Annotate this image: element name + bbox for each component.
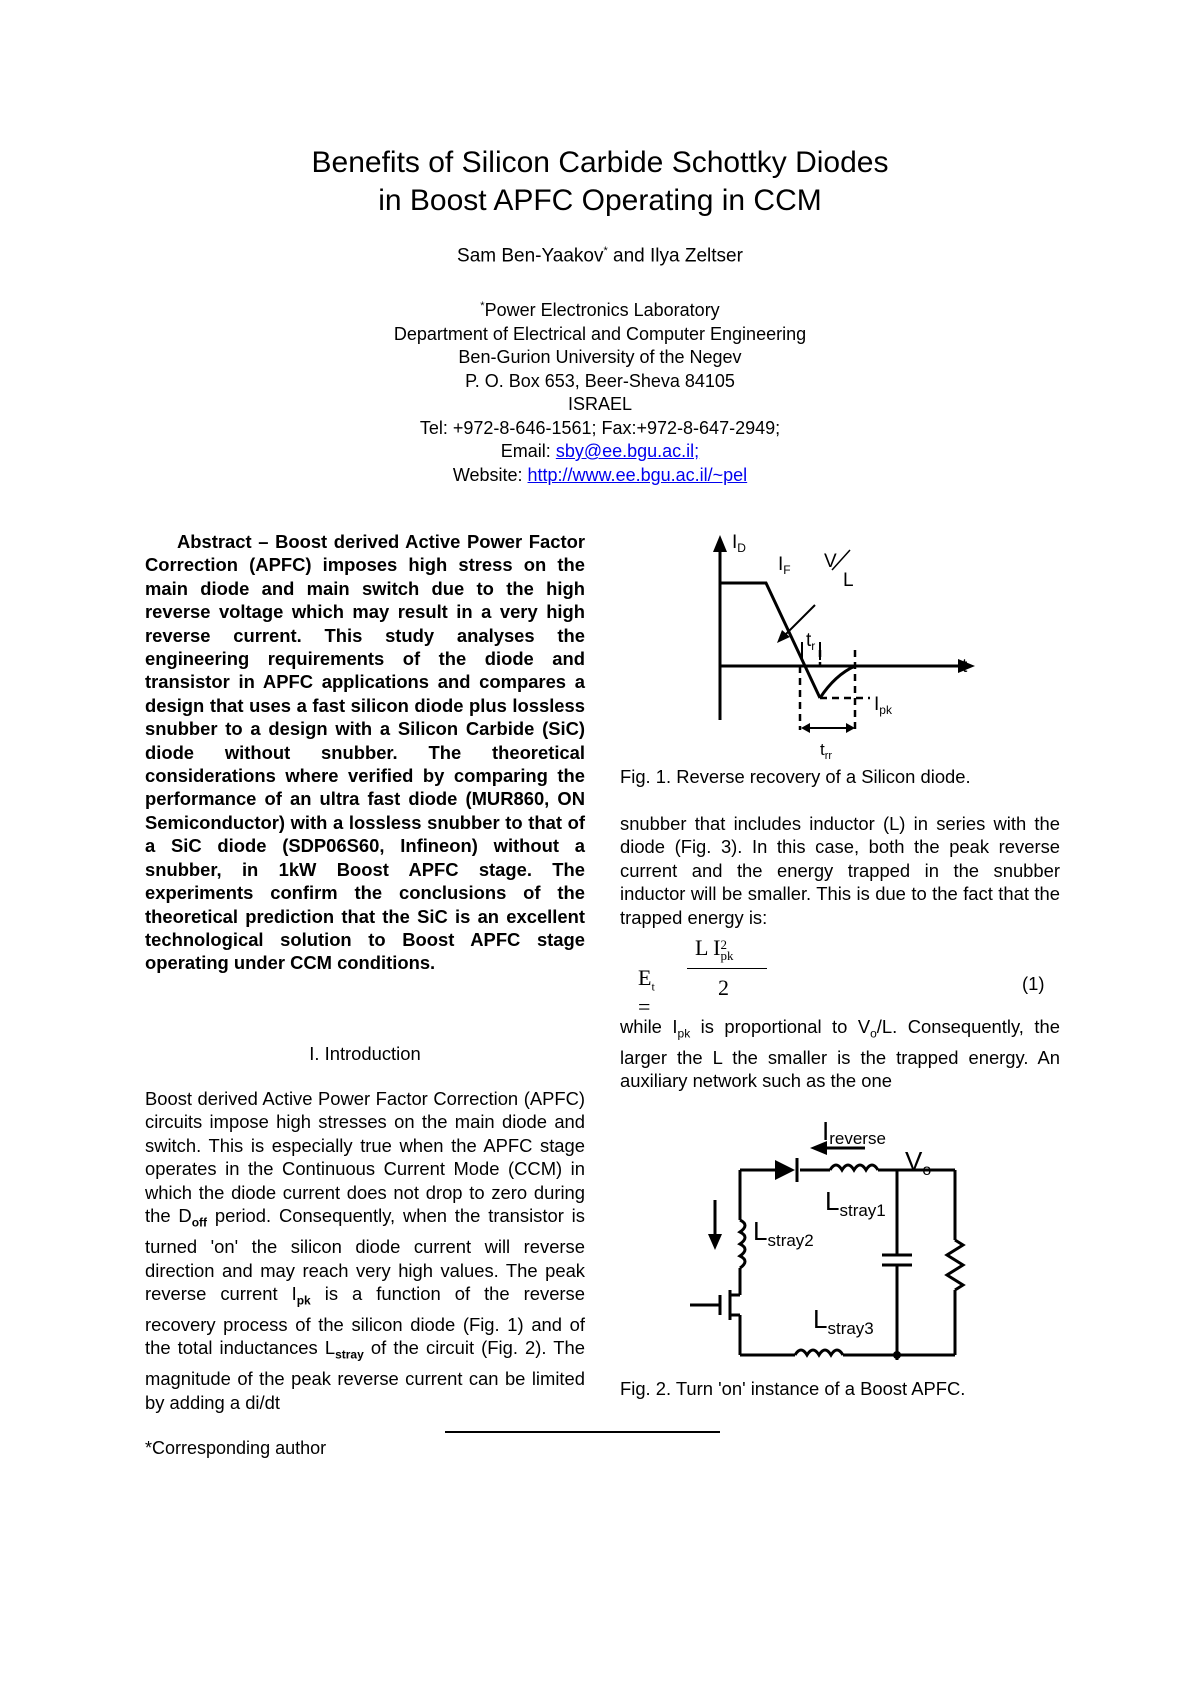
fig2-label-lstray1: $L_{stray1}$	[825, 1186, 886, 1220]
affiliation-department: Department of Electrical and Computer Engineering	[393, 323, 807, 344]
equation-denominator: 2	[718, 975, 729, 1000]
ipk-symbol-right: $I_{pk}$	[672, 1016, 691, 1041]
email-label: Email:	[500, 441, 551, 461]
affiliation-lab: Power Electronics Laboratory	[484, 300, 720, 320]
paper-title	[0, 144, 1200, 220]
fig1-label-ipk: $I_{pk}$	[874, 694, 892, 717]
fig2-label-lstray3: $L_{stray3}$	[813, 1304, 874, 1338]
vo-symbol: $V_o$	[857, 1016, 877, 1041]
fig1-reverse-recovery-diagram	[700, 530, 1000, 765]
author-2: and Ilya Zeltser	[613, 245, 743, 267]
footnote-rule	[445, 1431, 720, 1433]
equation-fraction-bar	[687, 968, 767, 969]
intro-text-4: of the circuit (Fig. 2). The magnitude of the peak reverse current can be limited by adding a di/dt	[145, 1337, 585, 1413]
footnote: *Corresponding author	[145, 1438, 327, 1458]
author-1: Sam Ben-Yaakov	[457, 245, 604, 267]
intro-text-2: period. Consequently, when the transistor is turned 'on' the silicon diode current will reverse direction and may reach very high values. The peak reverse current	[145, 1205, 585, 1304]
ipk-symbol: $I_{pk}$	[291, 1282, 311, 1308]
doff-symbol: $D_{off}$	[178, 1205, 208, 1230]
fig1-label-id: $I_D$	[732, 532, 746, 555]
fig1-caption: Fig. 1. Reverse recovery of a Silicon diode.	[620, 766, 971, 787]
fig1-current-curve	[720, 583, 820, 698]
fig1-label-if: $I_F$	[778, 554, 791, 577]
website-label: Website:	[452, 464, 523, 485]
fig1-label-tr: $t_r$	[806, 630, 816, 653]
lstray-symbol: $L_{stray}$	[324, 1337, 364, 1363]
affiliation-country: ISRAEL	[567, 394, 633, 414]
affiliation-block	[0, 295, 1200, 487]
fig2-boost-apfc-circuit	[685, 1110, 985, 1360]
fig1-label-vl-v: V	[824, 551, 837, 572]
equation-numerator: L I2 pk	[695, 935, 734, 963]
fig1-y-arrow	[713, 535, 727, 552]
equation-lhs: $E_t$ =	[638, 965, 655, 1020]
abstract	[145, 530, 585, 975]
email-link[interactable]: sby@ee.bgu.ac.il;	[555, 441, 700, 461]
title-line-2: in Boost APFC Operating in CCM	[378, 184, 822, 217]
section-heading-introduction: I. Introduction	[309, 1043, 421, 1064]
intro-text-1: Boost derived Active Power Factor Correction (APFC) circuits impose high stresses on the main diode and switch. This is especially true when the APFC stage operates in the Continuous Current Mode (CCM) in which the diode current does not drop to zero during the	[145, 1088, 585, 1227]
fig2-label-lstray2: $L_{stray2}$	[753, 1216, 814, 1250]
introduction-paragraph	[145, 1087, 585, 1414]
right-paragraph-1: snubber that includes inductor (L) in series with the diode (Fig. 3). In this case, both the peak reverse current and the energy trapped in the snubber inductor will be smaller. This is due to the fact that the trapped energy is:	[620, 813, 1060, 928]
affiliation-phone: Tel: +972-8-646-1561; Fax:+972-8-647-2949;	[419, 417, 781, 438]
fig1-label-vl-l: L	[843, 570, 854, 591]
title-line-1: Benefits of Silicon Carbide Schottky Diodes	[311, 146, 889, 179]
fig1-label-t: t	[962, 656, 968, 677]
lstray1-inductor	[830, 1165, 878, 1170]
author-list	[0, 245, 1200, 267]
fig1-label-trr: $t_{rr}$	[820, 740, 833, 762]
affiliation-university: Ben-Gurion University of the Negev	[458, 347, 742, 367]
fig1-recovery-tail	[820, 666, 855, 698]
fig2-label-vo: Vo	[905, 1146, 932, 1179]
website-link[interactable]: http://www.ee.bgu.ac.il/~pel	[527, 464, 748, 485]
abstract-text: Abstract – Boost derived Active Power Factor Correction (APFC) imposes high stress on the main diode and main switch due to the high reverse voltage which may result in a very high reverse current. This study analyses the engineering requirements of the diode and transistor in APFC applications and compares a design that uses a fast silicon diode plus lossless snubber to a design with a Silicon Carbide (SiC) diode without snubber. The theoretical considerations where verified by comparing the performance of an ultra fast diode (MUR860, ON Semiconductor) with a lossless snubber to that of a SiC diode (SDP06S60, Infineon) without a snubber, in 1kW Boost APFC stage. The experiments confirm the conclusions of the theoretical prediction that the SiC is an excellent technological solution to Boost APFC stage operating under CCM conditions.	[145, 531, 585, 974]
affiliation-marker: *	[480, 300, 485, 312]
intro-text-3: is a function of the reverse recovery process of the silicon diode (Fig. 1) and of the total inductances	[145, 1282, 585, 1359]
lstray2-inductor	[740, 1220, 745, 1268]
fig2-caption: Fig. 2. Turn 'on' instance of a Boost APFC.	[620, 1378, 966, 1399]
lstray3-inductor	[795, 1350, 843, 1355]
fig2-label-ireverse: Ireverse	[822, 1116, 886, 1148]
load-resistor	[947, 1240, 963, 1290]
author-marker: *	[603, 245, 608, 257]
diode-symbol	[775, 1160, 795, 1180]
equation-1-number: (1)	[1022, 973, 1045, 994]
affiliation-address: P. O. Box 653, Beer-Sheva 84105	[465, 370, 735, 391]
right-paragraph-2: while $I_{pk}$ is proportional to $V_o/L$. Consequently, the larger the L the smaller is the trapped energy. An auxiliary network such as the one	[620, 1016, 1060, 1092]
